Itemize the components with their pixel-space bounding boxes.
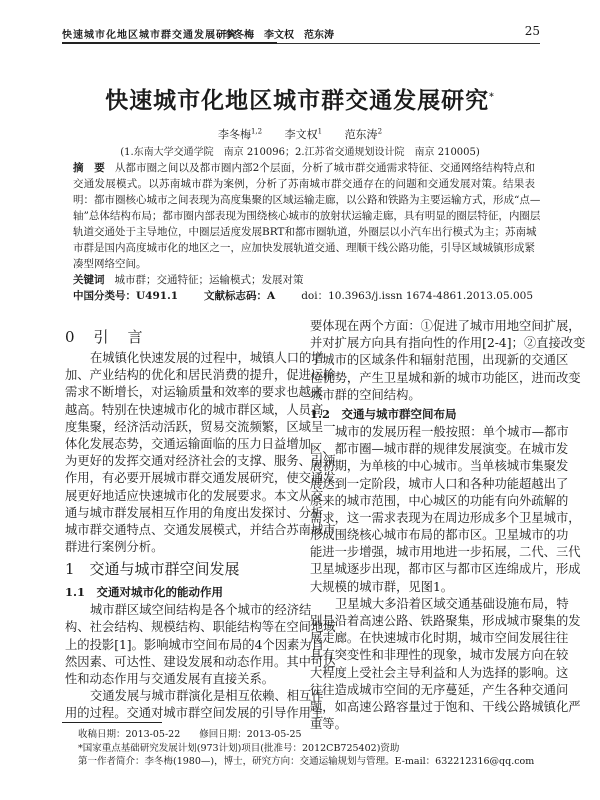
body-text-line: 城市群区域空间结构是各个城市的经济结 xyxy=(90,603,312,618)
author-affiliation-mark: 1 xyxy=(317,127,323,136)
author: 李文权 xyxy=(284,128,318,141)
section-heading: 0 引 言 xyxy=(65,328,145,346)
abstract-line xyxy=(73,208,541,224)
body-text-line: 构、社会结构、规模结构、职能结构等在空间地域 xyxy=(65,620,336,635)
body-text-line: 加、产业结构的优化和居民消费的提升，促进运输 xyxy=(65,368,336,383)
body-text-line: 题，如高速公路容量过于饱和、干线公路城镇化严 xyxy=(310,699,581,714)
abstract-text: 轴”总体结构布局；都市圈内部表现为围绕核心城市的放射状运输走廊，具有明显的圈层特征，内圈层 xyxy=(73,210,541,222)
body-text-line: 交通发展与城市群演化是相互依赖、相互作 xyxy=(90,689,324,704)
paper-title xyxy=(0,82,600,115)
body-text-line: 通与城市群发展相互作用的角度出发探讨、分析 xyxy=(65,505,324,520)
left-column xyxy=(65,324,336,723)
body-text-line: 城市的发展历程一般按照：单个城市—都市 xyxy=(335,424,569,439)
title-footnote-mark: * xyxy=(489,92,495,103)
abstract-line xyxy=(73,176,535,192)
author: 李冬梅 xyxy=(217,128,251,141)
body-text-line: 然因素、可达性、建设发展和动态作用。其中可达 xyxy=(65,654,336,669)
author-list xyxy=(0,126,600,142)
body-text-line: 越高。特别在快速城市化的城市群区域，人员高 xyxy=(65,402,324,417)
body-text-line: 要体现在两个方面：①促进了城市用地空间扩展， xyxy=(310,319,581,333)
body-text-line: 了城市的区域条件和辐射范围，出现新的交通区 xyxy=(310,353,569,368)
affiliation: (1.东南大学交通学院 南京 210096；2.江苏省交通规划设计院 南京 210005) xyxy=(120,147,480,158)
doi: doi：10.3963/j.issn 1674-4861.2013.05.005 xyxy=(301,290,534,302)
abstract-line xyxy=(73,256,535,272)
footnote-rule xyxy=(62,722,162,723)
body-text-line: 展达到一定阶段，城市人口和各种功能超越出了 xyxy=(310,476,569,491)
abstract-text: 交通发展模式。以苏南城市群为案例，分析了苏南城市群交通存在的问题和交通发展对策。结果表 xyxy=(73,178,535,190)
body-text-line: 需求不断增长，对运输质量和效率的要求也越来 xyxy=(65,385,324,400)
body-text-line: 用的过程。交通对城市群空间发展的引导作用主 xyxy=(65,706,324,721)
body-text-line: 体化发展态势，交通运输面临的压力日益增加。 xyxy=(65,436,324,451)
abstract-text: 从都市圈之间以及都市圈内部2个层面，分析了城市群交通需求特征、交通网络结构特点和 xyxy=(114,162,535,174)
footnote: 第一作者简介：李冬梅(1980—)，博士，研究方向：交通运输规划与管理。E-mail：632212316@qq.com xyxy=(78,756,535,767)
keywords-line xyxy=(73,272,535,288)
body-text-line: 展更好地适应快速城市化的发展要求。本文从交 xyxy=(65,488,324,503)
body-text-line: 展走廊。在快速城市化时期，城市空间发展往往 xyxy=(310,631,569,646)
section-heading: 1 交通与城市群空间发展 xyxy=(65,560,240,579)
abstract-line xyxy=(73,240,535,256)
body-text-line: 大规模的城市群，见图1。 xyxy=(310,579,454,594)
body-text-line: 区、都市圈—城市群的规律发展演变。在城市发 xyxy=(310,442,569,457)
abstract-text: 轨道交通处于主导地位，中圈层适度发展BRT和都市圈轨道，外圈层以小汽车出行模式为主；苏南城 xyxy=(73,226,537,238)
subsection-heading: 1.2 交通与城市群空间布局 xyxy=(310,406,457,421)
body-text-line: 能进一步增强，城市用地进一步拓展，二代、三代 xyxy=(310,545,581,560)
subsection-heading: 1.1 交通对城市化的能动作用 xyxy=(65,585,224,600)
body-text-line: 位优势，产生卫星城和新的城市功能区，进而改变 xyxy=(310,370,581,385)
abstract-line xyxy=(73,192,541,208)
body-text-line: 并对扩展方向具有指向性的作用[2-4]；②直接改变 xyxy=(310,336,586,351)
abstract xyxy=(73,160,541,304)
body-text-line: 展初期，为单核的中心城市。当单核城市集聚发 xyxy=(310,459,569,474)
body-text-line: 性和动态作用与交通发展有直接关系。 xyxy=(65,672,275,686)
body-text-line: 重等。 xyxy=(310,717,347,732)
abstract-text: 市群是国内高度城市化的地区之一，应加快发展轨道交通、理顺干线公路功能，引导区域城镇形成紧 xyxy=(73,242,535,254)
abstract-line xyxy=(73,224,535,240)
abstract-label: 摘 要 xyxy=(73,162,105,174)
abstract-text: 凑型网络空间。 xyxy=(73,258,147,270)
body-text-line: 城市群的空间结构。 xyxy=(310,387,421,402)
document-code: 文献标志码：A xyxy=(204,290,276,302)
body-text-line: 别是沿着高速公路、铁路聚集，形成城市聚集的发 xyxy=(310,614,581,628)
body-text-line: 城市群交通特点、交通发展模式，并结合苏南城市 xyxy=(65,522,336,537)
header-rule-accent xyxy=(62,42,277,44)
author-affiliation-mark: 1,2 xyxy=(250,127,263,136)
running-title: 快速城市化地区城市群交通发展研究 xyxy=(62,30,238,41)
running-header xyxy=(62,24,540,42)
body-text-line: 群进行案例分析。 xyxy=(65,540,164,555)
footnote: *国家重点基础研究发展计划(973计划)项目(批准号：2012CB725402)资助 xyxy=(78,742,400,754)
clc-code: 中国分类号：U491.1 xyxy=(73,290,179,302)
body-text-line: 具有突变性和非理性的现象，城市发展方向在较 xyxy=(310,648,569,663)
page-number: 25 xyxy=(524,24,540,38)
body-text-line: 卫星城逐步出现，都市区与都市区连绵成片，形成 xyxy=(310,562,581,577)
footnote: 收稿日期：2013-05-22 修回日期：2013-05-25 xyxy=(78,729,302,740)
classification-line xyxy=(73,288,535,304)
body-text-line: 度集聚，经济活动活跃，贸易交流频繁，区域呈一 xyxy=(65,419,336,434)
body-text-line: 原来的城市范围，中心城区的功能有向外疏解的 xyxy=(310,493,569,508)
right-column xyxy=(310,318,586,733)
keywords: 城市群；交通特征；运输模式；发展对策 xyxy=(114,274,304,286)
abstract-text: 明：都市圈核心城市之间表现为高度集聚的区域运输走廊，以公路和铁路为主要运输方式，形成“点— xyxy=(73,194,541,206)
body-text-line: 形成围绕核心城市布局的都市区。卫星城市的功 xyxy=(310,528,569,543)
footnotes xyxy=(78,728,548,769)
body-text-line: 卫星城大多沿着区域交通基础设施布局，特 xyxy=(335,596,569,611)
title-text: 快速城市化地区城市群交通发展研究 xyxy=(105,87,490,114)
body-text-line: 大程度上受社会主导利益和人为选择的影响。这 xyxy=(310,665,569,680)
body-text-line: 需求，这一需求表现为在周边形成多个卫星城市， xyxy=(310,510,581,525)
body-text-line: 作用，有必要开展城市群交通发展研究，使交通发 xyxy=(65,471,336,486)
body-text-line: 往往造成城市空间的无序蔓延，产生各种交通问 xyxy=(310,682,569,697)
running-authors: 李冬梅 李文权 范东涛 xyxy=(224,30,334,41)
author-affiliation-mark: 2 xyxy=(377,127,383,136)
abstract-line xyxy=(73,160,535,176)
body-text-line: 上的投影[1]。影响城市空间布局的4个因素为自 xyxy=(65,637,324,652)
body-text-line: 在城镇化快速发展的过程中，城镇人口的增 xyxy=(90,351,324,365)
keywords-label: 关键词 xyxy=(73,274,105,286)
body-text-line: 为更好的发挥交通对经济社会的支撑、服务、引领 xyxy=(65,454,336,469)
author: 范东涛 xyxy=(344,128,378,141)
